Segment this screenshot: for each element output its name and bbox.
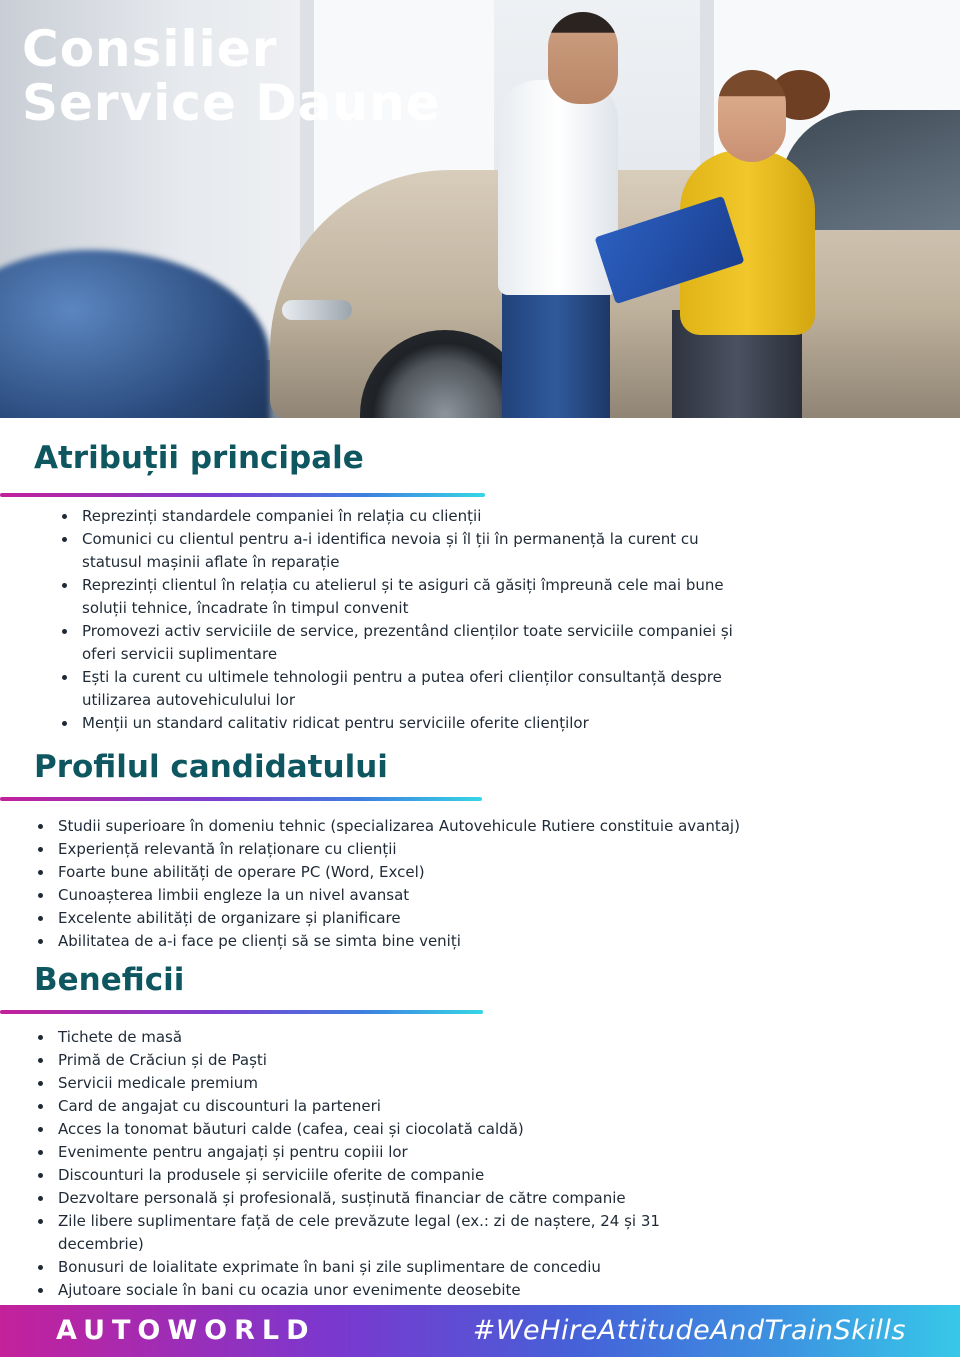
footer-bar [0, 1305, 960, 1357]
hero-woman-head [718, 70, 786, 162]
list-item: Evenimente pentru angajați și pentru copiii lor [34, 1141, 694, 1164]
list-item: Tichete de masă [34, 1026, 694, 1049]
list-item: Experiență relevantă în relaționare cu clienții [34, 838, 934, 861]
list-item: Abilitatea de a-i face pe clienți să se simta bine veniți [34, 930, 934, 953]
page-title-line1: Consilier [22, 20, 278, 78]
atributii-list [58, 505, 748, 735]
list-item: Ești la curent cu ultimele tehnologii pentru a putea oferi clienților consultanță despre utilizarea autovehiculului lor [58, 666, 748, 712]
page-title-line2: Service Daune [22, 74, 441, 132]
list-item: Reprezinți standardele companiei în relația cu clienții [58, 505, 748, 528]
hero-man-head [548, 12, 618, 104]
list-item: Discounturi la produsele și serviciile oferite de companie [34, 1164, 694, 1187]
list-item: Acces la tonomat băuturi calde (cafea, ceai și ciocolată caldă) [34, 1118, 694, 1141]
hero-car-headlight [282, 300, 352, 320]
section-heading-atributii: Atribuții principale [34, 440, 364, 476]
hero-man-shirt [498, 80, 618, 295]
list-item: Zile libere suplimentare față de cele prevăzute legal (ex.: zi de naștere, 24 și 31 decembrie) [34, 1210, 694, 1256]
list-item: Excelente abilități de organizare și planificare [34, 907, 934, 930]
brand-logo: AUTOWORLD [56, 1315, 316, 1346]
list-item: Menții un standard calitativ ridicat pentru serviciile oferite clienților [58, 712, 748, 735]
list-item: Promovezi activ serviciile de service, prezentând clienților toate serviciile companiei și oferi servicii suplimentare [58, 620, 748, 666]
list-item: Cunoașterea limbii engleze la un nivel avansat [34, 884, 934, 907]
hero-photo [0, 0, 960, 418]
list-item: Ajutoare sociale în bani cu ocazia unor evenimente deosebite [34, 1279, 694, 1302]
beneficii-list [34, 1026, 694, 1302]
list-item: Bonusuri de loialitate exprimate în bani și zile suplimentare de concediu [34, 1256, 694, 1279]
section-divider [0, 1010, 483, 1014]
list-item: Comunici cu clientul pentru a-i identifica nevoia și îl ții în permanență la curent cu statusul mașinii aflate în reparație [58, 528, 748, 574]
footer-hashtag: #WeHireAttitudeAndTrainSkills [472, 1315, 906, 1346]
section-heading-beneficii: Beneficii [34, 962, 185, 998]
list-item: Servicii medicale premium [34, 1072, 694, 1095]
list-item: Primă de Crăciun și de Paști [34, 1049, 694, 1072]
hero-man [502, 290, 610, 418]
section-divider [0, 797, 482, 801]
list-item: Reprezinți clientul în relația cu atelierul și te asiguri că găsiți împreună cele mai bune soluții tehnice, încadrate în timpul convenit [58, 574, 748, 620]
section-divider [0, 493, 485, 497]
list-item: Card de angajat cu discounturi la parteneri [34, 1095, 694, 1118]
section-heading-profil: Profilul candidatului [34, 749, 388, 785]
list-item: Studii superioare în domeniu tehnic (specializarea Autovehicule Rutiere constituie avantaj) [34, 815, 934, 838]
profil-list [34, 815, 934, 953]
list-item: Dezvoltare personală și profesională, susținută financiar de către companie [34, 1187, 694, 1210]
page-title [22, 22, 441, 130]
list-item: Foarte bune abilități de operare PC (Word, Excel) [34, 861, 934, 884]
